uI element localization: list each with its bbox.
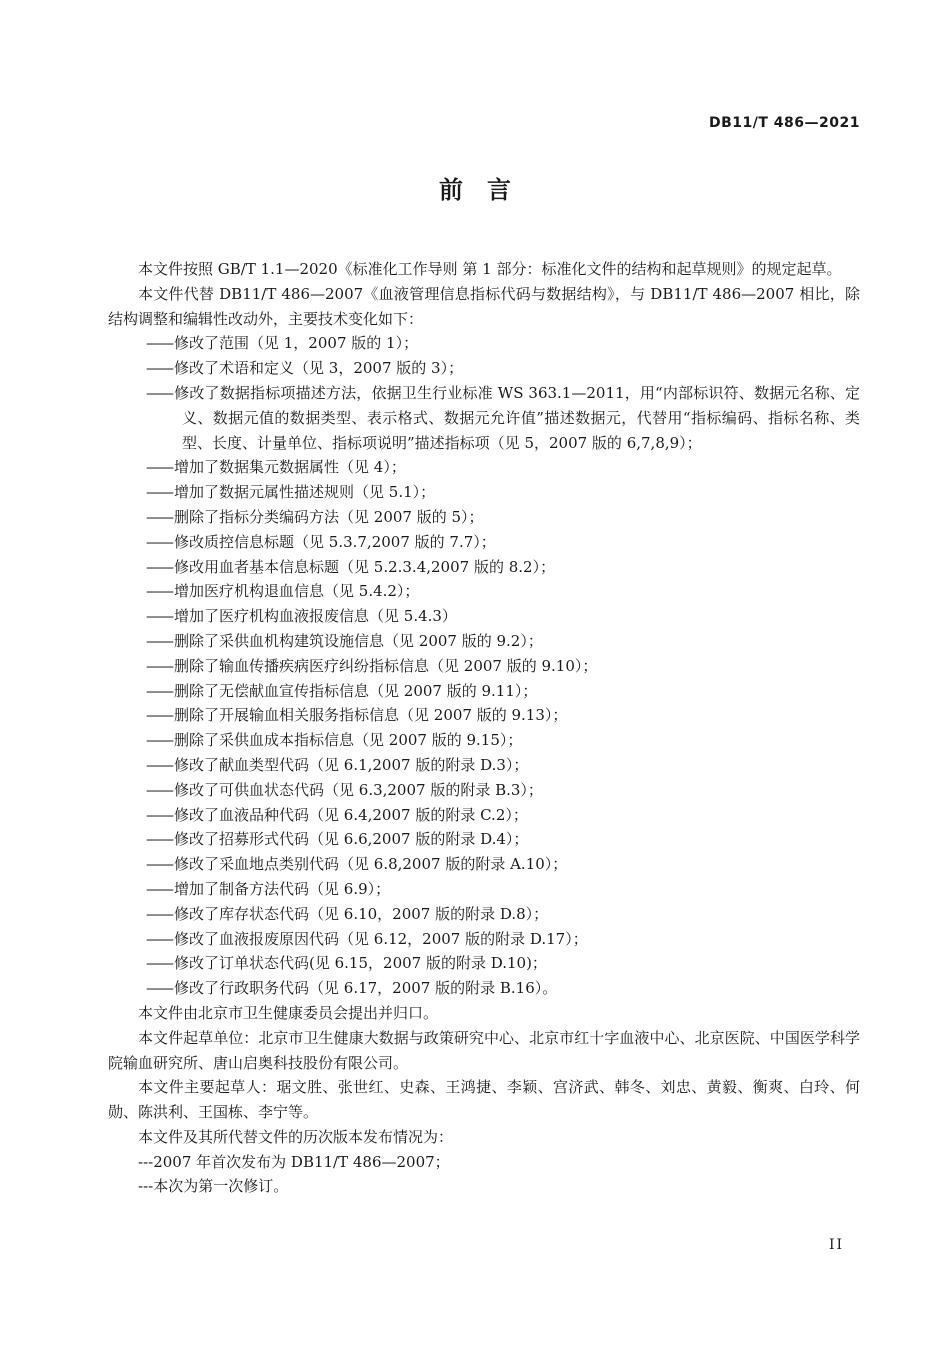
- change-item-text: 删除了输血传播疾病医疗纠纷指标信息（见 2007 版的 9.10）；: [174, 656, 598, 675]
- change-item-text: 修改了可供血状态代码（见 6.3,2007 版的附录 B.3）；: [174, 780, 543, 799]
- change-item: [108, 877, 860, 902]
- change-item: [108, 530, 860, 555]
- change-item-text: 修改了术语和定义（见 3，2007 版的 3）；: [174, 359, 464, 378]
- change-item: [108, 728, 860, 753]
- change-item: [108, 381, 860, 455]
- list-dash: ——: [146, 532, 172, 551]
- change-item-text: 修改了献血类型代码（见 6.1,2007 版的附录 D.3）；: [174, 755, 529, 774]
- change-item-text: 修改用血者基本信息标题（见 5.2.3.4,2007 版的 8.2）；: [174, 557, 556, 576]
- change-item-text: 修改质控信息标题（见 5.3.7,2007 版的 7.7）；: [174, 532, 496, 551]
- change-item: [108, 505, 860, 530]
- list-dash: ——: [146, 929, 172, 948]
- list-dash: ——: [146, 780, 172, 799]
- history-item: ---2007 年首次发布为 DB11/T 486—2007；: [138, 1152, 450, 1171]
- change-item: [108, 629, 860, 654]
- change-item-text: 删除了无偿献血宣传指标信息（见 2007 版的 9.11）；: [174, 681, 538, 700]
- list-dash: ——: [146, 706, 172, 725]
- change-item-text: 删除了采供血机构建筑设施信息（见 2007 版的 9.2）；: [174, 631, 543, 650]
- change-item: [108, 976, 860, 1001]
- change-item-text: 删除了采供血成本指标信息（见 2007 版的 9.15）；: [174, 731, 523, 750]
- change-item: [108, 753, 860, 778]
- list-dash: ——: [146, 483, 172, 502]
- change-item-text: 增加了制备方法代码（见 6.9）；: [174, 879, 391, 898]
- page-title: 前言: [439, 176, 535, 204]
- change-item: [108, 679, 860, 704]
- list-dash: ——: [146, 507, 172, 526]
- list-dash: ——: [146, 656, 172, 675]
- change-item-text: 修改了行政职务代码（见 6.17，2007 版的附录 B.16）。: [174, 979, 558, 998]
- document-code: DB11/T 486—2021: [709, 115, 860, 131]
- change-item-text: 增加了医疗机构血液报废信息（见 5.4.3）: [174, 607, 457, 626]
- change-item-text: 修改了库存状态代码（见 6.10，2007 版的附录 D.8）；: [174, 904, 549, 923]
- list-dash: ——: [146, 334, 172, 353]
- list-dash: ——: [146, 458, 172, 477]
- list-dash: ——: [146, 755, 172, 774]
- list-dash: ——: [146, 557, 172, 576]
- list-dash: ——: [146, 383, 172, 402]
- list-dash: ——: [146, 879, 172, 898]
- closing-paragraph: 本文件由北京市卫生健康委员会提出并归口。: [138, 1003, 439, 1022]
- change-item-text: 修改了血液报废原因代码（见 6.12，2007 版的附录 D.17）；: [174, 929, 588, 948]
- list-dash: ——: [146, 979, 172, 998]
- list-dash: ——: [146, 582, 172, 601]
- change-item-text: 修改了数据指标项描述方法，依据卫生行业标准 WS 363.1—2011，用“内部标识符、数据元名称、定义、数据元值的数据类型、表示格式、数据元允许值”描述数据元，代替用“指标编码、指标名称、类型、长度、计量单位、指标项说明”描述指标项（见 5，2007 版的 6,7,8,9）；: [174, 383, 860, 452]
- document-body: [108, 257, 860, 1199]
- change-item: [108, 902, 860, 927]
- change-item: [108, 827, 860, 852]
- list-dash: ——: [146, 904, 172, 923]
- change-item-text: 修改了招募形式代码（见 6.6,2007 版的附录 D.4）；: [174, 830, 529, 849]
- history-item: ---本次为第一次修订。: [138, 1177, 289, 1196]
- change-item: [108, 852, 860, 877]
- intro-paragraph: 本文件代替 DB11/T 486—2007《血液管理信息指标代码与数据结构》，与 DB11/T 486—2007 相比，除结构调整和编辑性改动外，主要技术变化如下：: [108, 284, 860, 328]
- change-item: [108, 555, 860, 580]
- list-dash: ——: [146, 359, 172, 378]
- list-dash: ——: [146, 855, 172, 874]
- change-item-text: 修改了范围（见 1，2007 版的 1）；: [174, 334, 419, 353]
- change-item-text: 修改了血液品种代码（见 6.4,2007 版的附录 C.2）；: [174, 805, 528, 824]
- change-item: [108, 604, 860, 629]
- change-item: [108, 778, 860, 803]
- change-item: [108, 927, 860, 952]
- list-dash: ——: [146, 681, 172, 700]
- change-item-text: 增加了数据元属性描述规则（见 5.1）；: [174, 483, 436, 502]
- closing-paragraph: 本文件主要起草人：琚文胜、张世红、史森、王鸿捷、李颖、宫济武、韩冬、刘忠、黄毅、衡爽、白玲、何勋、陈洪利、王国栋、李宁等。: [108, 1078, 860, 1122]
- change-item-text: 增加医疗机构退血信息（见 5.4.2）；: [174, 582, 420, 601]
- change-item: [108, 803, 860, 828]
- change-item-text: 删除了开展输血相关服务指标信息（见 2007 版的 9.13）；: [174, 706, 568, 725]
- list-dash: ——: [146, 607, 172, 626]
- change-item: [108, 331, 860, 356]
- change-item-text: 修改了采血地点类别代码（见 6.8,2007 版的附录 A.10）；: [174, 855, 568, 874]
- page-number: II: [828, 1237, 844, 1253]
- change-list: [108, 331, 860, 1001]
- change-item: [108, 356, 860, 381]
- change-item-text: 修改了订单状态代码(见 6.15，2007 版的附录 D.10)；: [174, 954, 547, 973]
- intro-paragraph: 本文件按照 GB/T 1.1—2020《标准化工作导则 第 1 部分：标准化文件的结构和起草规则》的规定起草。: [138, 260, 842, 278]
- closing-paragraph: 本文件及其所代替文件的历次版本发布情况为：: [138, 1127, 454, 1146]
- change-item: [108, 654, 860, 679]
- list-dash: ——: [146, 954, 172, 973]
- change-item: [108, 455, 860, 480]
- change-item: [108, 480, 860, 505]
- list-dash: ——: [146, 631, 172, 650]
- list-dash: ——: [146, 731, 172, 750]
- change-item: [108, 579, 860, 604]
- closing-paragraph: 本文件起草单位：北京市卫生健康大数据与政策研究中心、北京市红十字血液中心、北京医院、中国医学科学院输血研究所、唐山启奥科技股份有限公司。: [108, 1028, 860, 1072]
- list-dash: ——: [146, 805, 172, 824]
- change-item-text: 增加了数据集元数据属性（见 4）；: [174, 458, 406, 477]
- change-item: [108, 951, 860, 976]
- change-item-text: 删除了指标分类编码方法（见 2007 版的 5）；: [174, 507, 484, 526]
- list-dash: ——: [146, 830, 172, 849]
- change-item: [108, 703, 860, 728]
